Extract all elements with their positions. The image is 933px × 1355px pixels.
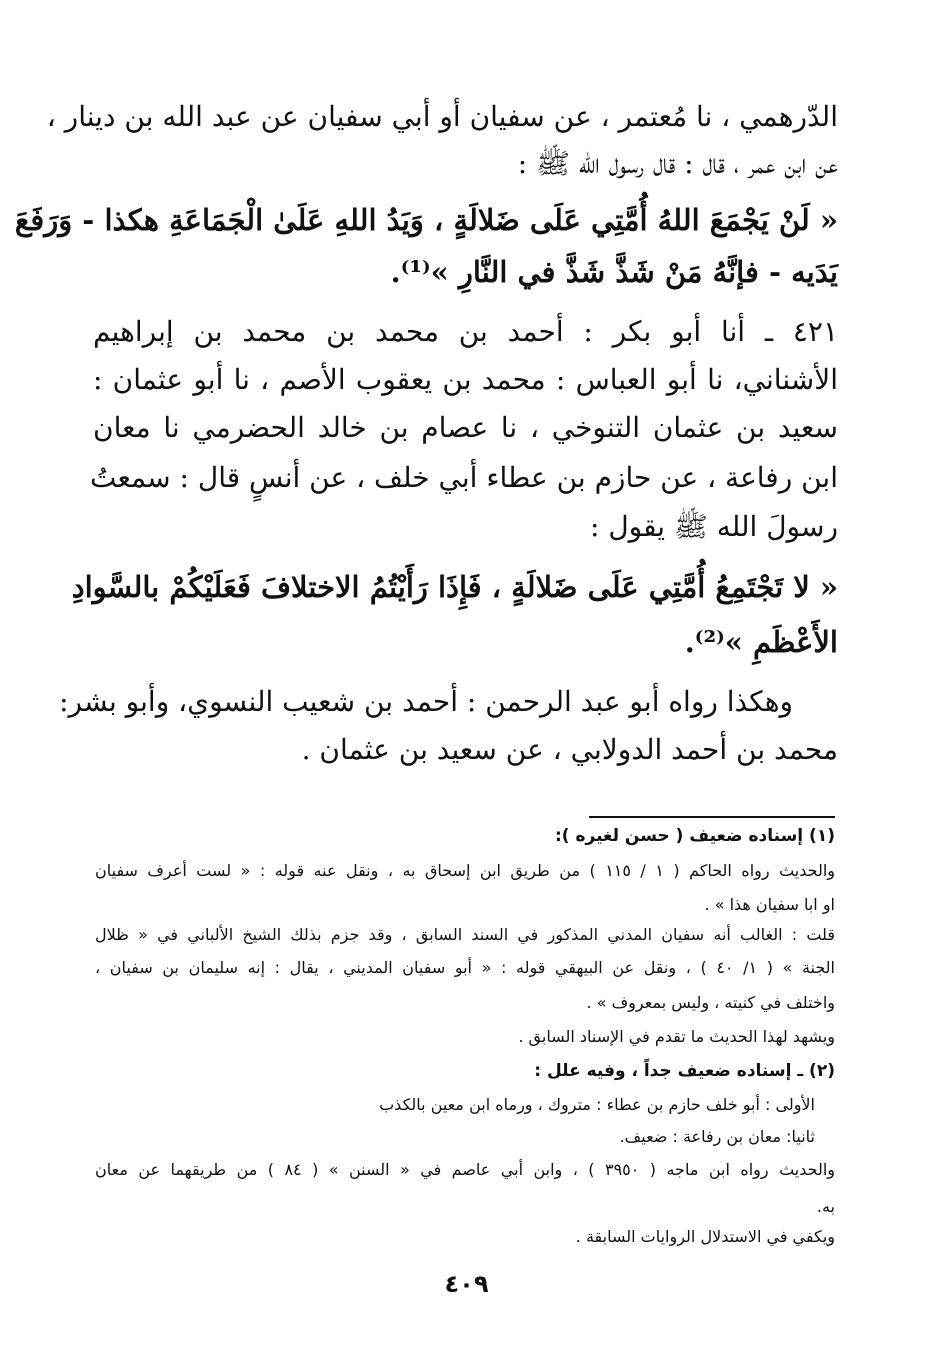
isnad-line-5: رسولَ الله ﷺ يقول : bbox=[589, 510, 838, 543]
footnote-line: ويشهد لهذا الحديث ما تقدم في الإسناد السابق . bbox=[518, 1027, 835, 1046]
isnad-line-3: سعيد بن عثمان التنوخي ، نا عصام بن خالد الحضرمي نا معان bbox=[93, 411, 838, 444]
isnad-line-2: الأشناني، نا أبو العباس : محمد بن يعقوب الأصم ، نا أبو عثمان : bbox=[93, 363, 838, 396]
footnote-line: او ابا سفيان هذا » . bbox=[704, 895, 835, 914]
isnad-line-4: ابن رفاعة ، عن حازم بن عطاء أبي خلف ، عن أنسٍ قال : سمعتُ bbox=[89, 461, 838, 494]
isnad-line-1: ٤٢١ ـ أنا أبو بكر : أحمد بن محمد بن محمد بن إبراهيم bbox=[93, 315, 838, 348]
body-line-1: الدّرهمي ، نا مُعتمر ، عن سفيان أو أبي سفيان عن عبد الله بن دينار ، bbox=[46, 100, 838, 133]
hadith-line-4: الأَعْظَمِ »⁽²⁾. bbox=[684, 625, 838, 659]
footnote-2-heading: (٢) ـ إسناده ضعيف جداً ، وفيه علل : bbox=[534, 1061, 835, 1081]
footnote-line: ويكفي في الاستدلال الروايات السابقة . bbox=[575, 1227, 835, 1246]
hadith-line-1: « لَنْ يَجْمَعَ اللهُ أُمَّتِي عَلَى ضَلالَةٍ ، وَيَدُ اللهِ عَلَىٰ الْجَمَاعَةِ هكذا - وَرَفَعَ bbox=[14, 203, 838, 237]
hadith-line-2: يَدَيه - فإنَّهُ مَنْ شَذَّ شَذَّ في النَّارِ »⁽¹⁾. bbox=[390, 255, 838, 289]
footnote-line: الأولى : أبو خلف حازم بن عطاء : متروك ، ورماه ابن معين بالكذب bbox=[379, 1095, 815, 1114]
footnote-line: والحديث رواه الحاكم ( ١ / ١١٥ ) من طريق ابن إسحاق به ، ونقل عنه قوله : « لست أعرف سفيان bbox=[95, 861, 836, 880]
body-line-2: عن ابن عمر ، قال : قال رسول الله ﷺ : bbox=[517, 147, 838, 180]
footnote-divider bbox=[589, 816, 835, 818]
footnote-line: ثانيا: معان بن رفاعة : ضعيف. bbox=[619, 1127, 815, 1146]
footnote-line: الجنة » ( ١/ ٤٠ ) ، ونقل عن البيهقي قوله : « أبو سفيان المديني ، يقال : إنه سليمان بن سفيان ، bbox=[95, 958, 835, 977]
footnote-1-heading: (١) إسناده ضعيف ( حسن لغيره ): bbox=[554, 826, 835, 846]
closing-line-1: وهكذا رواه أبو عبد الرحمن : أحمد بن شعيب النسوي، وأبو بشر: bbox=[59, 685, 793, 718]
footnote-line: قلت : الغالب أنه سفيان المدني المذكور في السند السابق ، وقد جزم بذلك الشيخ الألباني في « ظلال bbox=[95, 925, 835, 944]
footnote-line: واختلف في كنيته ، وليس بمعروف » . bbox=[586, 993, 835, 1012]
closing-line-2: محمد بن أحمد الدولابي ، عن سعيد بن عثمان . bbox=[301, 733, 838, 766]
hadith-line-3: « لا تَجْتَمِعُ أُمَّتِي عَلَى ضَلالَةٍ ، فَإِذَا رَأَيْتُمُ الاختلافَ فَعَلَيْكُمْ بالسَّوادِ bbox=[71, 570, 838, 604]
footnote-line: به. bbox=[816, 1197, 835, 1216]
footnote-line: والحديث رواه ابن ماجه ( ٣٩٥٠ ) ، وابن أبي عاصم في « السنن » ( ٨٤ ) من طريقهما عن معان bbox=[95, 1160, 836, 1179]
page-number: ٤٠٩ bbox=[444, 1270, 489, 1298]
